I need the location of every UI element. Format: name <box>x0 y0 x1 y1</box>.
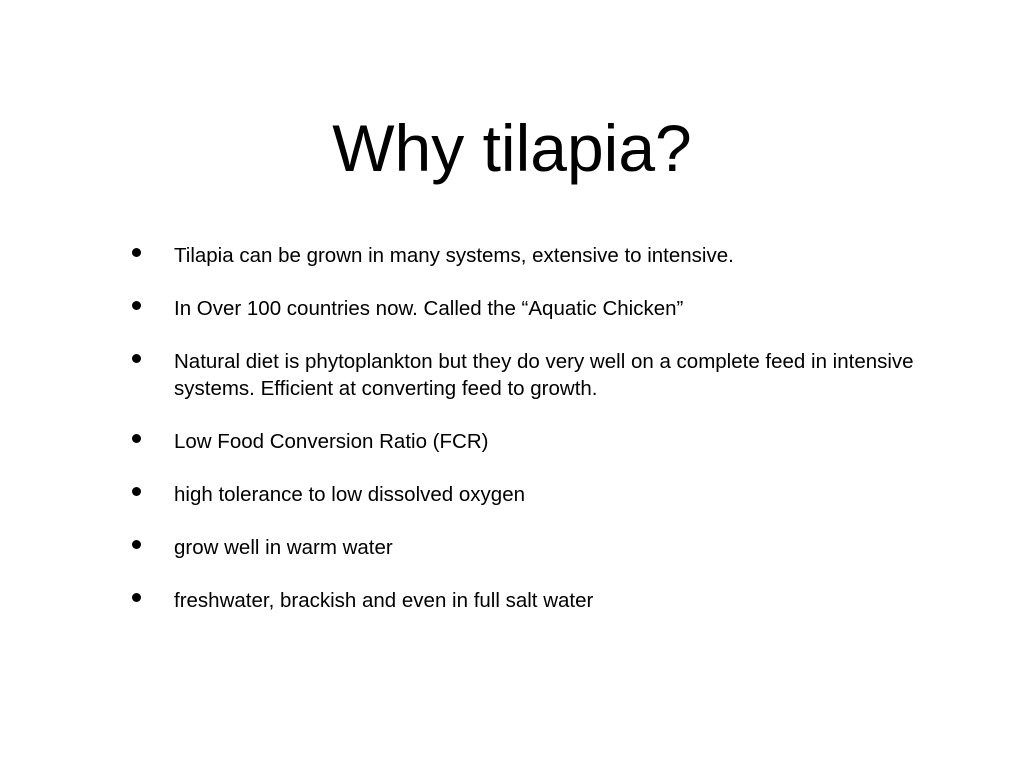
bullet-dot-icon <box>132 354 141 363</box>
bullet-list <box>118 242 948 614</box>
list-item-text: In Over 100 countries now. Called the “Aquatic Chicken” <box>174 297 684 321</box>
bullet-dot-icon <box>132 434 141 443</box>
list-item <box>118 348 948 402</box>
list-item-text: grow well in warm water <box>174 536 393 560</box>
list-item <box>118 534 948 561</box>
page-title: Why tilapia? <box>332 111 692 186</box>
list-item-text: Low Food Conversion Ratio (FCR) <box>174 430 489 454</box>
list-item-text: Natural diet is phytoplankton but they do very well on a complete feed in intensive systems. Efficient at converting feed to growth. <box>174 350 914 401</box>
bullet-dot-icon <box>132 301 141 310</box>
bullet-dot-icon <box>132 487 141 496</box>
list-item-text: Tilapia can be grown in many systems, extensive to intensive. <box>174 244 734 267</box>
bullet-dot-icon <box>132 593 141 602</box>
list-item <box>118 295 948 322</box>
list-item <box>118 481 948 508</box>
list-item <box>118 242 948 269</box>
bullet-dot-icon <box>132 248 141 257</box>
list-item-text: high tolerance to low dissolved oxygen <box>174 483 525 507</box>
list-item <box>118 428 948 455</box>
bullet-dot-icon <box>132 540 141 549</box>
list-item-text: freshwater, brackish and even in full salt water <box>174 589 594 613</box>
list-item <box>118 587 948 614</box>
